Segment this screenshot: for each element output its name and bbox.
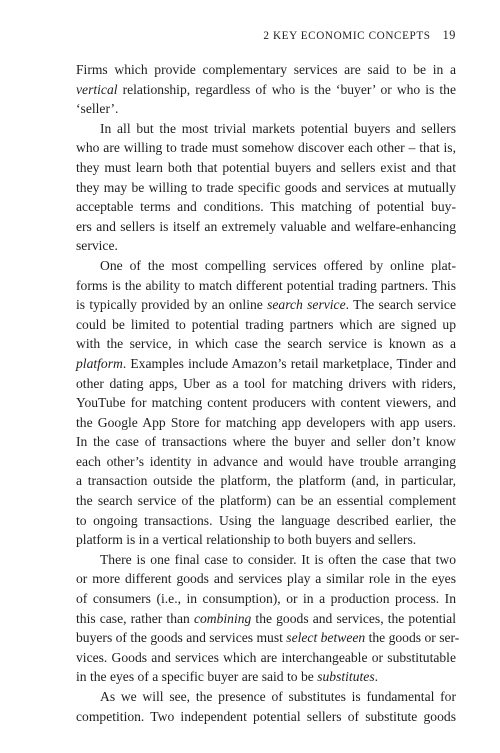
text-segment: they must learn both that potential buyers and sellers exist and that bbox=[76, 159, 456, 175]
text-line bbox=[76, 236, 456, 256]
text-segment: acceptable terms and conditions. This matching of potential buy- bbox=[76, 199, 456, 215]
text-segment: could be limited to potential trading partners which are signed up bbox=[76, 316, 456, 332]
text-line bbox=[76, 217, 456, 237]
text-line bbox=[76, 138, 456, 158]
text-segment: is typically provided by an online bbox=[76, 297, 268, 313]
text-line bbox=[76, 393, 456, 413]
text-segment: to ongoing transactions. Using the language described earlier, the bbox=[76, 512, 456, 528]
text-segment: One of the most compelling services offered by online plat- bbox=[100, 257, 456, 273]
text-line bbox=[76, 295, 456, 315]
text-segment: each other’s identity in advance and would have trouble arranging bbox=[76, 453, 456, 469]
text-line bbox=[76, 530, 456, 550]
text-line bbox=[76, 256, 456, 276]
text-segment: service. bbox=[76, 238, 118, 254]
text-segment: In all but the most trivial markets potential buyers and sellers bbox=[100, 120, 456, 136]
text-segment: who are willing to trade must somehow discover each other – that is, bbox=[76, 140, 456, 156]
text-segment: In the case of transactions where the buyer and seller don’t know bbox=[76, 434, 456, 450]
italic-text: select between bbox=[286, 630, 366, 646]
page-number: 19 bbox=[442, 28, 456, 42]
chapter-title: 2 KEY ECONOMIC CONCEPTS bbox=[263, 30, 431, 42]
text-segment: platform is in a vertical relationship to both buyers and sellers. bbox=[76, 532, 417, 548]
body-text bbox=[76, 60, 460, 726]
text-line bbox=[76, 687, 456, 707]
italic-text: search service bbox=[267, 297, 346, 313]
text-line bbox=[76, 80, 456, 100]
text-line bbox=[76, 178, 456, 198]
text-segment: competition. Two independent potential sellers of substitute goods bbox=[76, 708, 456, 724]
text-segment: ers and sellers is itself an extremely valuable and welfare-enhancing bbox=[76, 218, 456, 234]
text-segment: Firms which provide complementary services are said to be in a bbox=[76, 62, 456, 77]
text-line bbox=[76, 334, 456, 354]
text-line bbox=[76, 648, 456, 668]
text-segment: . Examples include Amazon’s retail marketplace, Tinder and bbox=[122, 355, 456, 371]
text-line bbox=[76, 550, 456, 570]
text-segment: they may be willing to trade specific goods and services at mutually bbox=[76, 179, 456, 195]
text-line bbox=[76, 99, 456, 119]
text-segment: the goods or ser- bbox=[365, 630, 460, 646]
text-segment: vices. Goods and services which are interchangeable or substitutable bbox=[76, 649, 456, 665]
text-segment: in the eyes of a specific buyer are said to be bbox=[76, 669, 318, 685]
text-segment: relationship, regardless of who is the ‘buyer’ or who is the bbox=[117, 81, 456, 97]
text-line bbox=[76, 413, 456, 433]
italic-text: vertical bbox=[76, 81, 118, 97]
text-segment: the search service of the platform) can be an essential complement bbox=[76, 493, 456, 509]
text-line bbox=[76, 609, 456, 629]
text-segment: the goods and services, the potential bbox=[251, 610, 456, 626]
text-segment: this case, rather than bbox=[76, 610, 194, 626]
text-segment: . The search service bbox=[345, 297, 456, 313]
text-line bbox=[76, 452, 456, 472]
text-segment: or more different goods and services play a similar role in the eyes bbox=[76, 571, 456, 587]
text-line bbox=[76, 315, 456, 335]
italic-text: platform bbox=[76, 355, 123, 371]
text-line bbox=[76, 374, 456, 394]
text-line bbox=[76, 707, 456, 727]
italic-text: substitutes bbox=[317, 669, 375, 685]
text-segment: ‘seller’. bbox=[76, 101, 119, 117]
running-header bbox=[76, 27, 456, 44]
text-segment: other dating apps, Uber as a tool for matching drivers with riders, bbox=[76, 375, 456, 391]
text-line bbox=[76, 569, 456, 589]
text-segment: with the service, in which case the search service is known as a bbox=[76, 336, 456, 352]
text-line bbox=[76, 60, 456, 80]
text-line bbox=[76, 276, 456, 296]
text-line bbox=[76, 667, 456, 687]
text-line bbox=[76, 471, 456, 491]
text-line bbox=[76, 511, 456, 531]
text-line bbox=[76, 432, 456, 452]
text-line bbox=[76, 158, 456, 178]
text-segment: . bbox=[374, 669, 379, 685]
text-line bbox=[76, 119, 456, 139]
text-segment: of consumers (i.e., in consumption), or in a production process. In bbox=[76, 591, 456, 607]
text-segment: YouTube for matching content producers with content viewers, and bbox=[76, 395, 456, 411]
text-line bbox=[76, 197, 456, 217]
text-segment: As we will see, the presence of substitutes is fundamental for bbox=[100, 689, 456, 704]
text-segment: the Google App Store for matching app developers with app users. bbox=[76, 414, 456, 430]
text-line bbox=[76, 628, 460, 648]
text-line bbox=[76, 354, 456, 374]
text-segment: a transaction outside the platform, the platform (and, in particular, bbox=[76, 473, 456, 489]
text-segment: buyers of the goods and services must bbox=[76, 630, 287, 646]
text-segment: There is one final case to consider. It is often the case that two bbox=[100, 551, 456, 567]
text-segment: forms is the ability to match different potential trading partners. This bbox=[76, 277, 456, 293]
text-line bbox=[76, 589, 456, 609]
italic-text: combining bbox=[193, 610, 252, 626]
text-line bbox=[76, 491, 456, 511]
